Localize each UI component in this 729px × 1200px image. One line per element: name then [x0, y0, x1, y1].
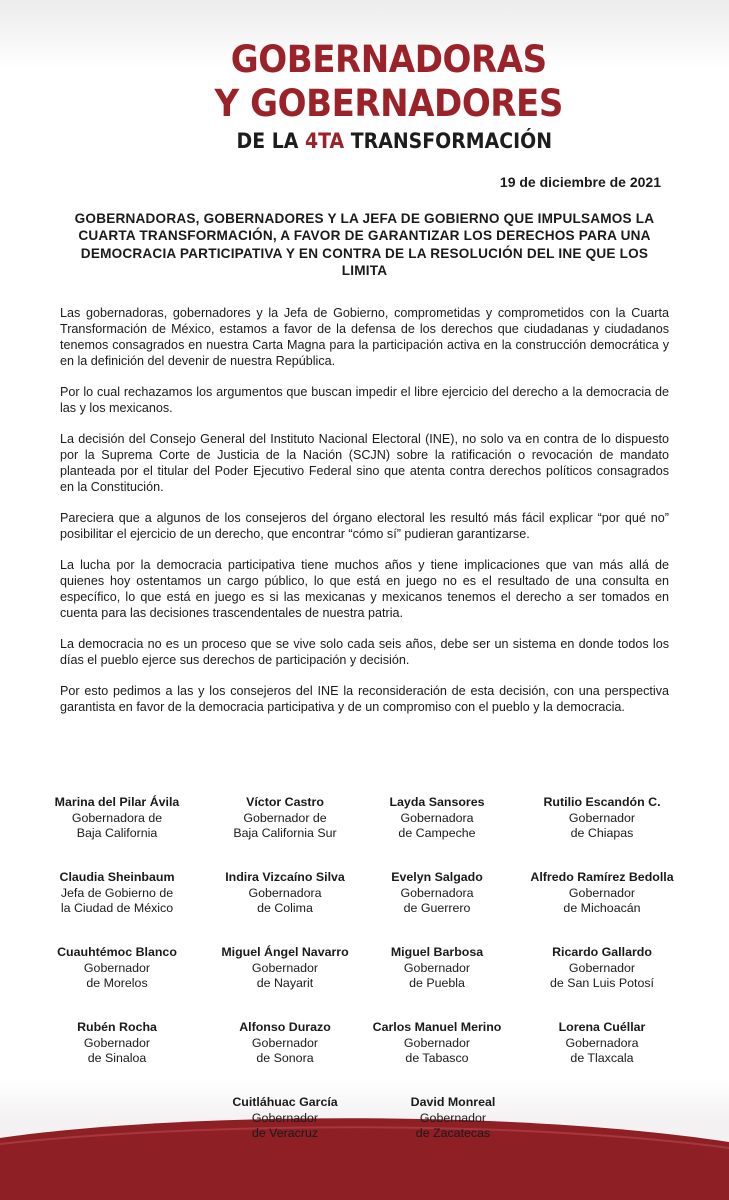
signatory-role: Gobernadora: [400, 810, 474, 825]
signatory-name: David Monreal: [410, 1095, 496, 1109]
signatory: [28, 795, 206, 842]
signatory-name: Indira Vizcaíno Silva: [225, 870, 345, 884]
signatory-place: de Sinaloa: [87, 1051, 147, 1066]
signatory-name: Alfonso Durazo: [239, 1020, 331, 1034]
signatory-place: de Morelos: [86, 976, 148, 991]
signatory-role: Gobernadora: [400, 885, 474, 900]
signatory-place: de Guerrero: [403, 901, 471, 916]
document-header: [0, 38, 729, 156]
signatory: [28, 870, 206, 917]
paragraph: La decisión del Consejo General del Instituto Nacional Electoral (INE), no solo va en contra de lo dispuesto por la Suprema Corte de Justicia de la Nación (SCJN) sobre la ratificación o revocación de mandato planteada por el titular del Poder Ejecutivo Federal sino que atenta contra derechos políticos consagrados en la Constitución.: [60, 432, 669, 494]
signatory-name: Marina del Pilar Ávila: [54, 795, 180, 809]
signatory: [196, 1095, 374, 1142]
signatory-name: Carlos Manuel Merino: [372, 1020, 502, 1034]
signatory-role: Gobernador: [251, 1035, 319, 1050]
signatory-row: [0, 945, 729, 1005]
signatory-role: Gobernador: [251, 960, 319, 975]
signatory-place: de Tabasco: [405, 1051, 469, 1066]
statement-body: [60, 305, 669, 730]
signatory-name: Alfredo Ramírez Bedolla: [530, 870, 674, 884]
paragraph: Por lo cual rechazamos los argumentos que buscan impedir el libre ejercicio del derecho a la democracia de las y los mexicanos.: [60, 385, 669, 415]
signatory: [513, 870, 691, 917]
signatory-place: de Chiapas: [570, 826, 634, 841]
signatory-place: Baja California: [76, 826, 158, 841]
statement-heading: GOBERNADORAS, GOBERNADORES Y LA JEFA DE GOBIERNO QUE IMPULSAMOS LA CUARTA TRANSFORMACIÓN, A FAVOR DE GARANTIZAR LOS DERECHOS PARA UNA DEMOCRACIA PARTICIPATIVA Y EN CONTRA DE LA RESOLUCIÓN DEL INE QUE LOS LIMITA: [74, 211, 655, 279]
signatory: [348, 1020, 526, 1067]
signatory-place: de Zacatecas: [415, 1126, 491, 1141]
signatory-name: Rubén Rocha: [77, 1020, 157, 1034]
signatory-place: de Michoacán: [563, 901, 641, 916]
signatory-name: Claudia Sheinbaum: [59, 870, 175, 884]
signatory: [348, 795, 526, 842]
signatory: [28, 1020, 206, 1067]
signatory-role: Gobernador: [403, 960, 471, 975]
signatory-row: [0, 1095, 729, 1155]
signatory-row: [0, 795, 729, 855]
signatory: [513, 795, 691, 842]
signatory-role: Jefa de Gobierno de: [60, 885, 174, 900]
signatory-name: Ricardo Gallardo: [552, 945, 652, 959]
signatory-place: de Veracruz: [251, 1126, 319, 1141]
signatory-place: la Ciudad de México: [60, 901, 174, 916]
header-subtitle: [44, 126, 700, 156]
signatory-role: Gobernador: [83, 1035, 151, 1050]
signatory-role: Gobernadora de: [71, 810, 163, 825]
signatory-name: Víctor Castro: [246, 795, 324, 809]
signatory-row: [0, 1020, 729, 1080]
subtitle-accent: 4TA: [304, 129, 345, 153]
signatory-role: Gobernador: [251, 1110, 319, 1125]
document-date: 19 de diciembre de 2021: [499, 174, 661, 190]
signatory-role: Gobernador de: [243, 810, 327, 825]
signatory-name: Miguel Barbosa: [390, 945, 484, 959]
signatory-place: de Campeche: [398, 826, 476, 841]
paragraph: La lucha por la democracia participativa tiene muchos años y tiene implicaciones que van más allá de quienes hoy ostentamos un cargo público, lo que está en juego no es el resultado de una consulta en específico, lo que está en juego es si las mexicanas y mexicanos tenemos el derecho a ser tomados en cuenta para las decisiones trascendentales de nuestra patria.: [60, 558, 669, 620]
subtitle-prefix: DE LA: [236, 129, 305, 153]
title-line-1: GOBERNADORAS: [230, 38, 547, 81]
title-line-2: Y GOBERNADORES: [214, 82, 563, 125]
signatory-place: de San Luis Potosí: [549, 976, 654, 991]
signatory: [513, 1020, 691, 1067]
signatory-place: Baja California Sur: [233, 826, 337, 841]
signatory-place: de Puebla: [409, 976, 465, 991]
signatory-row: [0, 870, 729, 930]
signatory-role: Gobernador: [568, 810, 636, 825]
signatory: [348, 945, 526, 992]
paragraph: Por esto pedimos a las y los consejeros del INE la reconsideración de esta decisión, con una perspectiva garantista en favor de la democracia participativa y de un compromiso con el pueblo y la democracia.: [60, 684, 669, 714]
signatory-name: Cuitláhuac García: [232, 1095, 338, 1109]
signatory-role: Gobernador: [568, 960, 636, 975]
signatory-place: de Nayarit: [256, 976, 314, 991]
signatory: [348, 870, 526, 917]
signatory-role: Gobernador: [403, 1035, 471, 1050]
signatory-place: de Sonora: [256, 1051, 314, 1066]
signatory-role: Gobernador: [568, 885, 636, 900]
signatory-name: Layda Sansores: [389, 795, 485, 809]
signatory: [513, 945, 691, 992]
signatory-place: de Colima: [257, 901, 313, 916]
signatory-role: Gobernador: [83, 960, 151, 975]
signatory-name: Evelyn Salgado: [391, 870, 483, 884]
subtitle-suffix: TRANSFORMACIÓN: [344, 129, 553, 153]
paragraph: La democracia no es un proceso que se vive solo cada seis años, debe ser un sistema en donde todos los días el pueblo ejerce sus derechos de participación y decisión.: [60, 637, 669, 667]
signatory: [28, 945, 206, 992]
signatory-role: Gobernador: [419, 1110, 487, 1125]
paragraph: Pareciera que a algunos de los consejeros del órgano electoral les resultó más fácil explicar “por qué no” posibilitar el ejercicio de un derecho, que encontrar “cómo sí” pudieran garantizarse.: [60, 511, 669, 541]
signatory-name: Lorena Cuéllar: [558, 1020, 646, 1034]
paragraph: Las gobernadoras, gobernadores y la Jefa de Gobierno, comprometidas y comprometidos con la Cuarta Transformación de México, estamos a favor de la defensa de los derechos que ciudadanas y ciudadanos tenemos consagrados en nuestra Carta Magna para la participación activa en la construcción democrática y en la definición del devenir de nuestra República.: [60, 306, 669, 368]
signatory-name: Cuauhtémoc Blanco: [57, 945, 177, 959]
signatory-role: Gobernadora: [565, 1035, 639, 1050]
signatory: [364, 1095, 542, 1142]
signatory-role: Gobernadora: [248, 885, 322, 900]
signatory-name: Rutilio Escandón C.: [543, 795, 661, 809]
signatory-name: Miguel Ángel Navarro: [221, 945, 349, 959]
signatory-place: de Tlaxcala: [570, 1051, 634, 1066]
